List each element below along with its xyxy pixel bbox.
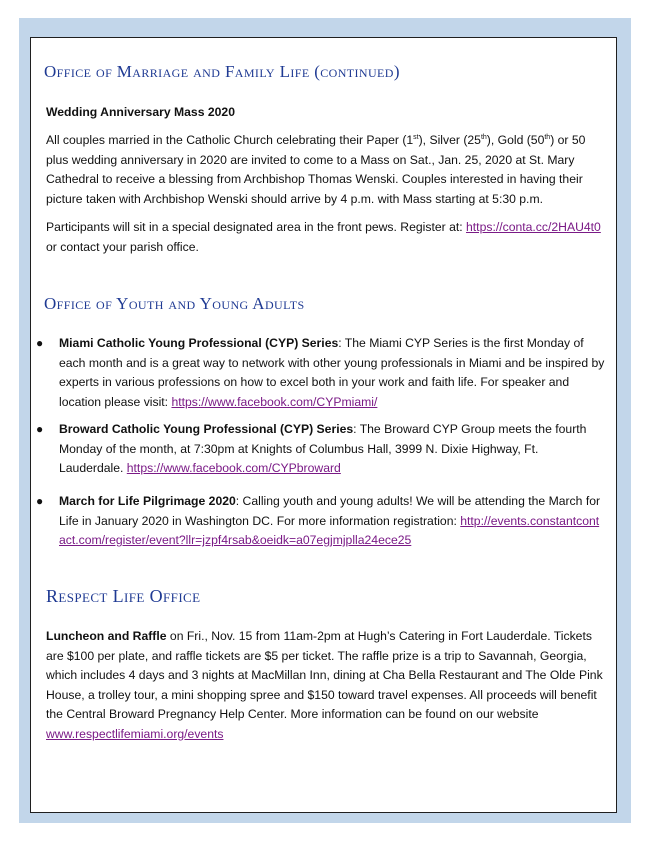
march-for-life-link[interactable]: http://events.constantcontact.com/register/event?llr=jzpf4rsab&oeidk=a07egjmjplla24ece25 xyxy=(59,513,600,547)
list-item-text: Miami Catholic Young Professional (CYP) Series: The Miami CYP Series is the first Monday of each month and is a great way to network with other young professionals in Miami and be inspired by experts in various professions on how to excel both in your work and faith life. For speaker and location please visit: https://www.facebook.com/CYPmiami/ xyxy=(59,336,605,409)
cyp-miami-link[interactable]: https://www.facebook.com/CYPmiami/ xyxy=(171,394,378,409)
marriage-heading: Office of Marriage and Family Life (continued) xyxy=(44,62,400,81)
cyp-broward-link[interactable]: https://www.facebook.com/CYPbroward xyxy=(126,461,341,475)
anniversary-subheading: Wedding Anniversary Mass 2020 xyxy=(46,105,235,119)
luncheon-paragraph: Luncheon and Raffle on Fri., Nov. 15 from 11am-2pm at Hugh’s Catering in Fort Lauderdale. Tickets are $100 per plate, and raffle tickets are $5 per ticket. The raffle prize is a trip to Savannah, Georgia, which includes 4 days and 3 nights at MacMillan Inn, dining at Cha Bella Restaurant and The Olde Pink House, a trolley tour, a mini shopping spree and $150 toward travel expenses. All proceeds will benefit the Central Broward Pregnancy Help Center. More information can be found on our website www.respectlifemiami.org/events xyxy=(46,629,603,741)
bullet-icon: ● xyxy=(36,422,44,436)
respect-life-link[interactable]: www.respectlifemiami.org/events xyxy=(46,726,224,741)
register-paragraph: Participants will sit in a special designated area in the front pews. Register at: https://conta.cc/2HAU4t0 or contact your parish office. xyxy=(46,220,601,254)
register-link[interactable]: https://conta.cc/2HAU4t0 xyxy=(466,220,601,234)
bullet-icon: ● xyxy=(36,336,44,350)
list-item-text: March for Life Pilgrimage 2020: Calling youth and young adults! We will be attending the March for Life in January 2020 in Washington DC. For more information registration: http://events.constantcontact.com/register/event?llr=jzpf4rsab&oeidk=a07egjmjplla24ece25 xyxy=(59,494,601,547)
bullet-icon: ● xyxy=(36,494,44,508)
list-item-text: Broward Catholic Young Professional (CYP) Series: The Broward CYP Group meets the fourth Monday of the month, at 7:30pm at Knights of Columbus Hall, 3999 N. Dixie Highway, Ft. Lauderdale. https://www.facebook.com/CYPbroward xyxy=(59,422,587,475)
youth-heading: Office of Youth and Young Adults xyxy=(44,294,305,313)
respect-life-heading: Respect Life Office xyxy=(46,586,201,606)
anniversary-paragraph: All couples married in the Catholic Church celebrating their Paper (1st), Silver (25th), Gold (50th) or 50 plus wedding anniversary in 2020 are invited to come to a Mass on Sat., Jan. 25, 2020 at St. Mary Cathedral to receive a blessing from Archbishop Thomas Wenski. Couples interested in having their picture taken with Archbishop Wenski should arrive by 4 p.m. with Mass starting at 5:30 p.m. xyxy=(46,133,586,206)
